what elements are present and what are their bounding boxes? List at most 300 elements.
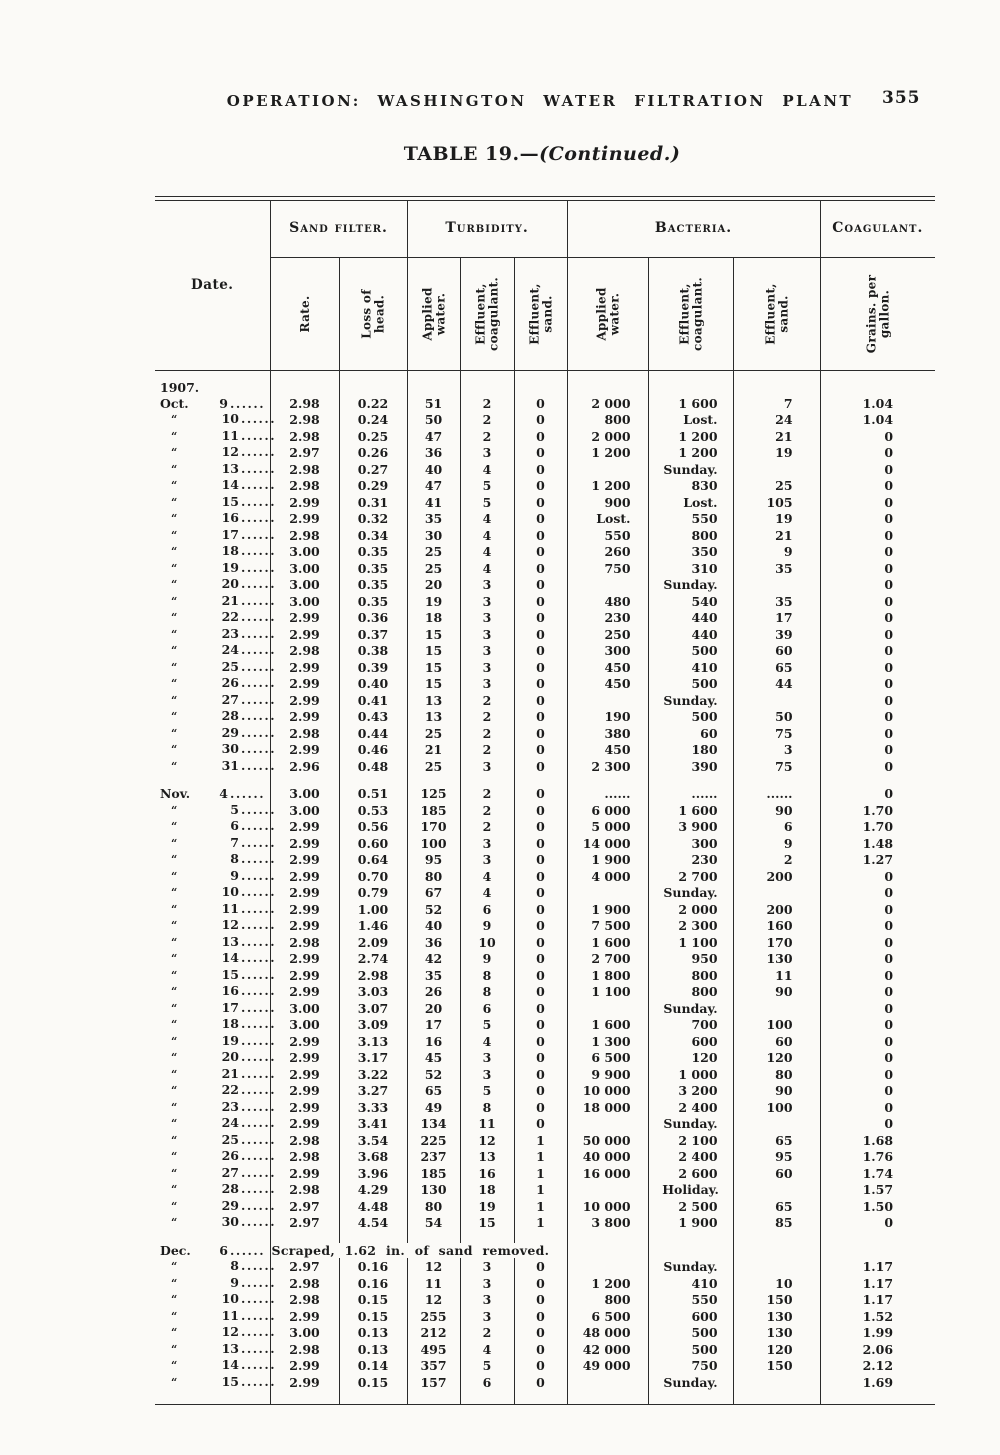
cell-turbidity-effluent-coagulant: 3 — [460, 593, 514, 610]
cell-bacteria-effluent-sand: 19 — [733, 510, 820, 527]
cell-date — [155, 757, 277, 775]
cell-coagulant-grains-per-gallon: 1.57 — [820, 1181, 935, 1198]
cell-turbidity-effluent-sand: 0 — [514, 1357, 567, 1374]
table-row — [155, 593, 935, 610]
day-number: 27 — [221, 1164, 239, 1180]
cell-loss-of-head: 0.29 — [339, 477, 407, 494]
cell-loss-of-head: 0.25 — [339, 428, 407, 445]
cell-bacteria-applied-water: 1 300 — [567, 1033, 648, 1050]
cell-date — [155, 543, 277, 560]
cell-bacteria-applied-water: 450 — [567, 675, 648, 692]
cell-rate: 2.99 — [289, 610, 320, 625]
cell-bacteria-effluent-sand: 130 — [733, 1308, 820, 1325]
cell-coagulant-grains-per-gallon: 0 — [820, 741, 935, 758]
table-row — [155, 1165, 935, 1182]
cell-coagulant-grains-per-gallon: 1.74 — [820, 1165, 935, 1182]
cell-bacteria-applied-water — [567, 461, 648, 478]
cell-turbidity-applied-water: 225 — [407, 1132, 460, 1149]
month-label: Oct. — [160, 395, 189, 411]
cell-bacteria-effluent-sand: 50 — [733, 708, 820, 725]
cell-turbidity-applied-water: 18 — [407, 609, 460, 626]
cell-bacteria-effluent-coagulant: 120 — [648, 1049, 733, 1066]
cell-rate: 2.99 — [289, 967, 320, 983]
cell-coagulant-grains-per-gallon: 1.50 — [820, 1198, 935, 1215]
cell-turbidity-applied-water: 42 — [407, 950, 460, 967]
cell-loss-of-head: 0.79 — [339, 884, 407, 901]
cell-bacteria-effluent-sand: 60 — [733, 1033, 820, 1050]
cell-turbidity-effluent-coagulant: 3 — [460, 576, 514, 593]
day-number: 12 — [221, 444, 239, 459]
table-body — [155, 371, 935, 1405]
cell-loss-of-head: 3.68 — [339, 1148, 407, 1165]
cell-turbidity-effluent-sand: 0 — [514, 396, 567, 412]
cell-loss-of-head: 1.00 — [339, 901, 407, 918]
cell-turbidity-effluent-coagulant: 2 — [460, 786, 514, 802]
cell-date — [155, 708, 277, 725]
day-number: 8 — [230, 851, 239, 866]
cell-rate: 2.99 — [289, 918, 320, 933]
cell-turbidity-effluent-coagulant: 3 — [460, 1291, 514, 1308]
subheader-row — [155, 258, 935, 371]
cell-bacteria-effluent-sand: 120 — [733, 1341, 820, 1358]
cell-rate: 2.98 — [289, 412, 320, 427]
cell-coagulant-grains-per-gallon — [820, 774, 935, 786]
cell-day-note: Sunday. — [648, 1258, 733, 1275]
running-head — [210, 92, 870, 110]
cell-bacteria-effluent-coagulant: 410 — [648, 1275, 733, 1292]
cell-bacteria-effluent-sand: 85 — [733, 1214, 820, 1231]
cell-rate: 2.98 — [289, 527, 320, 543]
cell-bacteria-effluent-sand: 60 — [733, 642, 820, 659]
cell-date — [155, 1214, 277, 1231]
subheader-bacteria-applied-water-label: Applied water. — [594, 287, 621, 341]
cell-turbidity-effluent-coagulant: 2 — [460, 1324, 514, 1341]
table-row — [155, 1374, 935, 1391]
cell-turbidity-applied-water — [407, 371, 460, 381]
cell-coagulant-grains-per-gallon: 2.06 — [820, 1341, 935, 1358]
cell-turbidity-applied-water: 25 — [407, 543, 460, 560]
leader-dots: ...... — [241, 818, 277, 833]
cell-bacteria-effluent-coagulant: ...... — [648, 786, 733, 802]
cell-turbidity-applied-water: 30 — [407, 527, 460, 544]
cell-rate: 2.99 — [289, 1358, 320, 1373]
cell-date — [155, 724, 277, 742]
cell-turbidity-effluent-sand: 0 — [514, 901, 567, 918]
cell-loss-of-head: 2.98 — [339, 967, 407, 984]
ditto-mark: “ — [171, 545, 179, 558]
cell-rate: 2.99 — [289, 676, 320, 691]
cell-turbidity-effluent-coagulant: 2 — [460, 428, 514, 445]
cell-turbidity-effluent-sand: 0 — [514, 659, 567, 676]
cell-bacteria-effluent-sand: 17 — [733, 609, 820, 626]
cell-turbidity-effluent-sand: 0 — [514, 1341, 567, 1358]
cell-date — [155, 1148, 277, 1165]
cell-turbidity-applied-water: 26 — [407, 983, 460, 1000]
cell-date — [155, 950, 277, 967]
cell-loss-of-head: 0.24 — [339, 411, 407, 428]
table-row — [155, 1324, 935, 1341]
day-number: 19 — [221, 559, 239, 575]
cell-date — [155, 1373, 277, 1391]
ditto-mark: “ — [171, 853, 179, 866]
cell-bacteria-applied-water: 2 000 — [567, 396, 648, 412]
cell-turbidity-effluent-sand: 0 — [514, 786, 567, 802]
cell-turbidity-applied-water: 11 — [407, 1275, 460, 1292]
cell-turbidity-effluent-coagulant: 4 — [460, 868, 514, 885]
cell-rate: 2.99 — [289, 1308, 320, 1324]
cell-rate: 2.99 — [289, 835, 320, 851]
subheader-bacteria-effluent-sand — [733, 258, 820, 371]
cell-bacteria-effluent-sand: 65 — [733, 1132, 820, 1149]
ditto-mark: “ — [171, 935, 179, 949]
cell-coagulant-grains-per-gallon: 0 — [820, 477, 935, 494]
cell-bacteria-applied-water: 1 100 — [567, 983, 648, 1000]
cell-bacteria-effluent-coagulant: 750 — [648, 1357, 733, 1374]
table-row — [155, 1214, 935, 1231]
cell-loss-of-head — [339, 380, 407, 396]
cell-bacteria-effluent-coagulant: 950 — [648, 950, 733, 967]
ditto-mark: “ — [171, 1216, 179, 1229]
cell-coagulant-grains-per-gallon: 2.12 — [820, 1357, 935, 1374]
cell-turbidity-effluent-sand: 0 — [514, 741, 567, 758]
day-number: 7 — [230, 834, 239, 850]
cell-rate: 2.99 — [289, 1099, 320, 1115]
cell-rate: 2.98 — [289, 643, 320, 658]
cell-turbidity-effluent-coagulant: 2 — [460, 692, 514, 709]
cell-bacteria-effluent-sand — [733, 1115, 820, 1132]
day-number: 5 — [230, 801, 239, 817]
cell-turbidity-effluent-coagulant: 2 — [460, 708, 514, 725]
cell-turbidity-applied-water: 40 — [407, 917, 460, 934]
leader-dots: ...... — [241, 625, 277, 641]
cell-turbidity-effluent-coagulant: 3 — [460, 444, 514, 461]
cell-rate: 2.99 — [289, 901, 320, 917]
cell-bacteria-effluent-sand — [733, 576, 820, 593]
table-title-continued: (Continued.) — [539, 143, 681, 165]
cell-bacteria-effluent-sand: 39 — [733, 626, 820, 643]
cell-turbidity-effluent-coagulant: 15 — [460, 1214, 514, 1231]
table-row — [155, 934, 935, 951]
ditto-mark: “ — [171, 644, 179, 657]
leader-dots: ...... — [241, 1148, 277, 1163]
table-row — [155, 380, 935, 396]
cell-loss-of-head: 0.15 — [339, 1374, 407, 1391]
cell-loss-of-head: 0.36 — [339, 609, 407, 626]
cell-bacteria-effluent-sand — [733, 1000, 820, 1017]
cell-turbidity-effluent-sand: 0 — [514, 1291, 567, 1308]
cell-turbidity-effluent-coagulant: 8 — [460, 1099, 514, 1116]
cell-bacteria-effluent-sand: 60 — [733, 1165, 820, 1182]
ditto-mark: “ — [171, 820, 179, 833]
table-row — [155, 1082, 935, 1099]
cell-loss-of-head: 0.35 — [339, 543, 407, 560]
ditto-mark: “ — [171, 429, 179, 443]
cell-loss-of-head: 0.32 — [339, 510, 407, 527]
cell-coagulant-grains-per-gallon: 0 — [820, 609, 935, 626]
cell-coagulant-grains-per-gallon: 0 — [820, 917, 935, 934]
cell-bacteria-effluent-sand: 19 — [733, 444, 820, 461]
cell-coagulant-grains-per-gallon: 0 — [820, 461, 935, 478]
cell-turbidity-applied-water: 80 — [407, 868, 460, 885]
leader-dots: ...... — [241, 1098, 277, 1114]
ditto-mark: “ — [171, 1100, 179, 1114]
cell-bacteria-effluent-sand: 35 — [733, 560, 820, 577]
cell-turbidity-effluent-sand: 1 — [514, 1181, 567, 1198]
cell-coagulant-grains-per-gallon: 0 — [820, 1049, 935, 1066]
cell-turbidity-applied-water: 47 — [407, 477, 460, 494]
cell-bacteria-applied-water: 300 — [567, 642, 648, 659]
cell-coagulant-grains-per-gallon: 1.99 — [820, 1324, 935, 1341]
cell-loss-of-head — [339, 1390, 407, 1405]
cell-turbidity-effluent-sand — [514, 1390, 567, 1405]
cell-turbidity-applied-water: 65 — [407, 1082, 460, 1099]
cell-rate: 2.98 — [289, 461, 320, 477]
leader-dots: ...... — [241, 1258, 277, 1273]
cell-coagulant-grains-per-gallon: 0 — [820, 576, 935, 593]
cell-turbidity-applied-water: 15 — [407, 659, 460, 676]
cell-bacteria-effluent-coagulant: 2 500 — [648, 1198, 733, 1215]
cell-turbidity-effluent-sand: 0 — [514, 1049, 567, 1066]
cell-bacteria-effluent-coagulant: 600 — [648, 1308, 733, 1325]
leader-dots: ...... — [241, 592, 277, 608]
cell-bacteria-applied-water: 900 — [567, 494, 648, 511]
cell-turbidity-effluent-coagulant: 19 — [460, 1198, 514, 1215]
cell-turbidity-effluent-coagulant: 3 — [460, 675, 514, 692]
cell-turbidity-effluent-coagulant: 10 — [460, 934, 514, 951]
cell-turbidity-effluent-coagulant: 2 — [460, 741, 514, 758]
day-number: 12 — [221, 1324, 239, 1339]
cell-bacteria-effluent-coagulant: 1 200 — [648, 428, 733, 445]
cell-turbidity-applied-water: 19 — [407, 593, 460, 610]
cell-rate: 2.98 — [289, 1182, 320, 1197]
cell-date — [155, 1390, 270, 1405]
cell-bacteria-effluent-sand: 10 — [733, 1275, 820, 1292]
table-row — [155, 950, 935, 967]
day-number: 29 — [221, 724, 239, 740]
ditto-mark: “ — [171, 952, 179, 965]
cell-loss-of-head: 0.14 — [339, 1357, 407, 1374]
ditto-mark: “ — [171, 1375, 179, 1389]
cell-turbidity-applied-water: 495 — [407, 1341, 460, 1358]
cell-coagulant-grains-per-gallon: 1.27 — [820, 851, 935, 868]
cell-rate: 2.99 — [289, 819, 320, 834]
cell-bacteria-effluent-coagulant: 60 — [648, 725, 733, 742]
cell-bacteria-effluent-coagulant: 1 900 — [648, 1214, 733, 1231]
cell-loss-of-head: 3.27 — [339, 1082, 407, 1099]
cell-rate: 2.98 — [289, 1149, 320, 1164]
group-header-sand-filter: Sand filter. — [270, 201, 407, 258]
day-number: 10 — [221, 411, 239, 426]
cell-bacteria-effluent-coagulant: 800 — [648, 527, 733, 544]
leader-dots: ...... — [241, 411, 277, 426]
cell-loss-of-head: 0.34 — [339, 527, 407, 544]
cell-turbidity-effluent-sand: 0 — [514, 675, 567, 692]
cell-coagulant-grains-per-gallon: 0 — [820, 1016, 935, 1033]
cell-bacteria-effluent-coagulant: 2 000 — [648, 901, 733, 918]
cell-rate: 2.99 — [289, 984, 320, 999]
cell-turbidity-effluent-sand: 0 — [514, 576, 567, 593]
cell-coagulant-grains-per-gallon — [820, 1390, 935, 1405]
cell-bacteria-effluent-coagulant: 1 000 — [648, 1066, 733, 1083]
cell-turbidity-applied-water: 45 — [407, 1049, 460, 1066]
cell-bacteria-effluent-sand: 65 — [733, 1198, 820, 1215]
ditto-mark: “ — [171, 1260, 179, 1273]
cell-bacteria-applied-water: 7 500 — [567, 917, 648, 934]
cell-rate: 3.00 — [289, 786, 320, 801]
leader-dots: ...... — [241, 526, 277, 542]
cell-turbidity-effluent-coagulant: 12 — [460, 1132, 514, 1149]
cell-bacteria-applied-water — [567, 1374, 648, 1391]
cell-turbidity-effluent-sand: 0 — [514, 411, 567, 428]
cell-bacteria-applied-water — [567, 1000, 648, 1017]
cell-date — [155, 675, 277, 692]
leader-dots: ...... — [241, 834, 277, 850]
ditto-mark: “ — [171, 1326, 179, 1339]
cell-bacteria-effluent-sand: 44 — [733, 675, 820, 692]
cell-coagulant-grains-per-gallon — [820, 1243, 935, 1259]
cell-turbidity-effluent-sand: 0 — [514, 477, 567, 494]
cell-bacteria-applied-water: 6 000 — [567, 802, 648, 819]
leader-dots: ...... — [241, 724, 277, 740]
table-row — [155, 543, 935, 560]
cell-turbidity-effluent-sand: 0 — [514, 1324, 567, 1341]
cell-turbidity-effluent-coagulant: 4 — [460, 461, 514, 478]
leader-dots: ...... — [241, 884, 277, 899]
cell-loss-of-head: 3.09 — [339, 1016, 407, 1033]
cell-turbidity-applied-water: 25 — [407, 725, 460, 742]
cell-turbidity-effluent-sand: 0 — [514, 1308, 567, 1325]
cell-turbidity-effluent-sand: 0 — [514, 917, 567, 934]
ditto-mark: “ — [171, 1309, 179, 1323]
ditto-mark: “ — [171, 611, 179, 624]
cell-turbidity-applied-water — [407, 1390, 460, 1405]
cell-bacteria-effluent-sand: 9 — [733, 835, 820, 852]
day-number: 21 — [221, 592, 239, 608]
subheader-turbidity-effluent-coagulant — [460, 258, 514, 371]
cell-coagulant-grains-per-gallon: 1.70 — [820, 802, 935, 819]
cell-date — [155, 609, 277, 626]
cell-turbidity-applied-water: 52 — [407, 901, 460, 918]
leader-dots: ...... — [230, 786, 266, 801]
ditto-mark: “ — [171, 1067, 179, 1081]
cell-turbidity-effluent-coagulant — [460, 774, 514, 786]
ditto-mark: “ — [171, 627, 179, 641]
cell-coagulant-grains-per-gallon: 1.69 — [820, 1374, 935, 1391]
ditto-mark: “ — [171, 1342, 179, 1356]
cell-coagulant-grains-per-gallon: 1.52 — [820, 1308, 935, 1325]
subheader-rate-label: Rate. — [297, 295, 312, 333]
cell-loss-of-head: 0.60 — [339, 835, 407, 852]
cell-rate: 2.96 — [289, 758, 320, 774]
cell-turbidity-applied-water — [407, 1231, 460, 1243]
cell-bacteria-applied-water — [567, 371, 648, 381]
table-row — [155, 868, 935, 885]
cell-loss-of-head: 0.48 — [339, 758, 407, 775]
cell-turbidity-effluent-coagulant: 4 — [460, 543, 514, 560]
cell-bacteria-effluent-coagulant: 2 600 — [648, 1165, 733, 1182]
cell-date — [155, 1231, 270, 1243]
cell-bacteria-effluent-coagulant: 500 — [648, 1341, 733, 1358]
table-row — [155, 1115, 935, 1132]
cell-turbidity-effluent-sand: 0 — [514, 428, 567, 445]
cell-date — [155, 1065, 277, 1083]
cell-bacteria-effluent-coagulant: Lost. — [648, 411, 733, 428]
cell-coagulant-grains-per-gallon: 1.48 — [820, 835, 935, 852]
table-row — [155, 692, 935, 709]
cell-turbidity-effluent-coagulant: 16 — [460, 1165, 514, 1182]
cell-turbidity-applied-water: 357 — [407, 1357, 460, 1374]
ditto-mark: “ — [171, 462, 179, 476]
cell-date — [155, 1357, 277, 1374]
leader-dots: ...... — [241, 543, 277, 558]
cell-rate — [270, 380, 339, 396]
cell-rate — [270, 1390, 339, 1405]
cell-turbidity-effluent-coagulant: 3 — [460, 1049, 514, 1066]
ditto-mark: “ — [171, 1034, 179, 1048]
leader-dots: ...... — [241, 477, 277, 492]
cell-turbidity-applied-water: 36 — [407, 444, 460, 461]
cell-rate: 2.99 — [289, 868, 320, 884]
cell-turbidity-effluent-sand — [514, 774, 567, 786]
cell-turbidity-effluent-coagulant: 9 — [460, 950, 514, 967]
cell-turbidity-effluent-coagulant: 9 — [460, 917, 514, 934]
leader-dots: ...... — [241, 867, 277, 883]
cell-turbidity-applied-water: 212 — [407, 1324, 460, 1341]
cell-bacteria-applied-water: 800 — [567, 1291, 648, 1308]
cell-bacteria-applied-water — [567, 380, 648, 396]
cell-loss-of-head: 3.41 — [339, 1115, 407, 1132]
day-number: 14 — [221, 950, 239, 965]
cell-date — [155, 1082, 277, 1099]
cell-turbidity-effluent-coagulant — [460, 1231, 514, 1243]
cell-turbidity-effluent-coagulant: 5 — [460, 1082, 514, 1099]
day-number: 10 — [221, 884, 239, 899]
cell-loss-of-head: 4.29 — [339, 1181, 407, 1198]
leader-dots: ...... — [241, 1340, 277, 1356]
cell-turbidity-applied-water: 125 — [407, 786, 460, 802]
cell-day-note: Holiday. — [648, 1181, 733, 1198]
cell-rate: 2.99 — [289, 742, 320, 757]
cell-loss-of-head: 0.31 — [339, 494, 407, 511]
cell-turbidity-effluent-sand: 0 — [514, 1082, 567, 1099]
cell-rate: 2.99 — [289, 1066, 320, 1082]
cell-turbidity-effluent-coagulant: 11 — [460, 1115, 514, 1132]
data-table — [155, 200, 935, 1405]
cell-coagulant-grains-per-gallon: 0 — [820, 967, 935, 984]
cell-bacteria-effluent-coagulant: 550 — [648, 510, 733, 527]
ditto-mark: “ — [171, 1293, 179, 1306]
cell-loss-of-head: 0.64 — [339, 851, 407, 868]
cell-date — [155, 576, 277, 593]
cell-bacteria-effluent-coagulant: 3 900 — [648, 818, 733, 835]
cell-rate: 2.99 — [289, 626, 320, 642]
day-number: 16 — [221, 983, 239, 998]
cell-loss-of-head: 0.39 — [339, 659, 407, 676]
cell-bacteria-applied-water — [567, 884, 648, 901]
cell-rate: 2.99 — [289, 659, 320, 675]
day-number: 6 — [219, 1242, 228, 1258]
cell-coagulant-grains-per-gallon: 0 — [820, 950, 935, 967]
cell-bacteria-effluent-sand: 75 — [733, 725, 820, 742]
cell-coagulant-grains-per-gallon: 0 — [820, 1066, 935, 1083]
cell-turbidity-applied-water: 51 — [407, 396, 460, 412]
cell-turbidity-effluent-sand: 0 — [514, 802, 567, 819]
table-row — [155, 527, 935, 544]
leader-dots: ...... — [241, 999, 277, 1015]
cell-coagulant-grains-per-gallon: 0 — [820, 1099, 935, 1116]
cell-turbidity-effluent-coagulant: 3 — [460, 1308, 514, 1325]
cell-bacteria-applied-water: 16 000 — [567, 1165, 648, 1182]
